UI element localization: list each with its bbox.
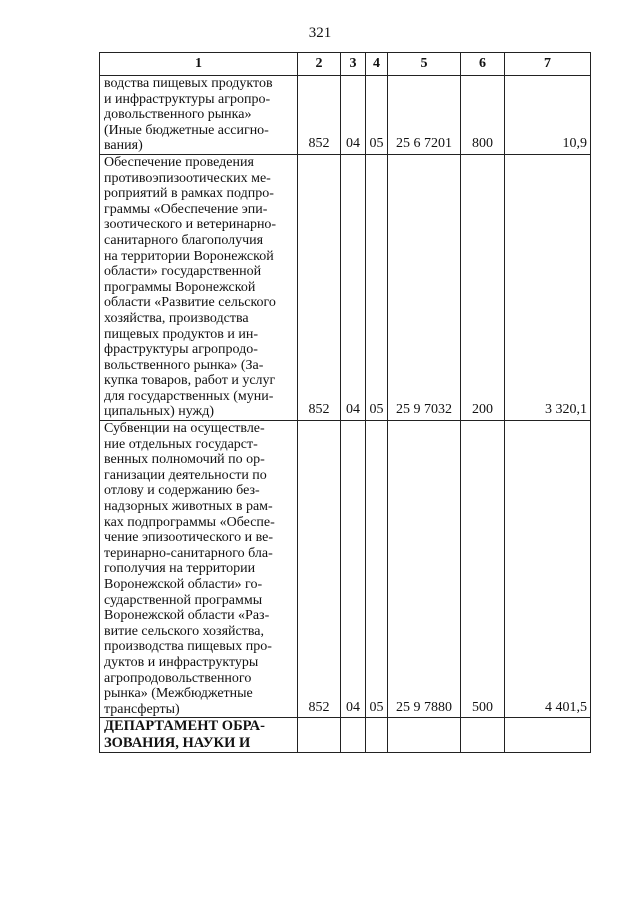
header-col-7: 7: [505, 53, 591, 76]
header-col-3: 3: [341, 53, 366, 76]
row-name-line: области «Развитие сельского: [104, 295, 276, 311]
row-name-line: рынка» (Межбюджетные: [104, 686, 253, 702]
target-article-cell: 25 9 7880: [388, 421, 461, 718]
subsection-code-cell: [366, 718, 388, 753]
row-name-line: для государственных (муни-: [104, 388, 274, 404]
expense-type-cell: [461, 718, 505, 753]
header-row: [100, 53, 591, 76]
row-name-line: противоэпизоотических ме-: [104, 170, 271, 186]
row-name-line: агропродовольственного: [104, 670, 252, 686]
target-article-cell: [388, 718, 461, 753]
target-article-cell: 25 6 7201: [388, 76, 461, 155]
row-name-line: купка товаров, работ и услуг: [104, 373, 276, 389]
table-row: [100, 154, 591, 420]
subsection-code-cell: 05: [366, 76, 388, 155]
row-name-line: Воронежской области «Раз-: [104, 608, 270, 624]
row-name-line: ние отдельных государст-: [104, 436, 258, 452]
admin-code-cell: 852: [298, 76, 341, 155]
row-name-line: хозяйства, производства: [104, 310, 249, 326]
row-name-line: ЗОВАНИЯ, НАУКИ И: [104, 735, 251, 752]
row-name-line: фраструктуры агропродо-: [104, 342, 258, 358]
row-name-line: Субвенции на осуществле-: [104, 421, 265, 437]
row-name-line: роприятий в рамках подпро-: [104, 186, 274, 202]
section-code-cell: 04: [341, 76, 366, 155]
amount-cell: 3 320,1: [505, 154, 591, 420]
table-row: [100, 421, 591, 718]
target-article-cell: 25 9 7032: [388, 154, 461, 420]
row-name-line: надзорных животных в рам-: [104, 499, 273, 515]
row-name-line: (Иные бюджетные ассигно-: [104, 122, 269, 138]
expense-type-cell: 500: [461, 421, 505, 718]
row-name-cell: [100, 154, 298, 420]
row-name-line: зоотического и ветеринарно-: [104, 217, 277, 233]
row-name-line: вания): [104, 138, 143, 154]
admin-code-cell: 852: [298, 154, 341, 420]
admin-code-cell: [298, 718, 341, 753]
admin-code-cell: 852: [298, 421, 341, 718]
row-name-line: на территории Воронежской: [104, 248, 274, 264]
row-name-line: ципальных) нужд): [104, 404, 215, 420]
row-name-line: области» государственной: [104, 264, 262, 280]
section-code-cell: [341, 718, 366, 753]
row-name-line: санитарного благополучия: [104, 232, 264, 248]
row-name-cell: [100, 421, 298, 718]
budget-table: [99, 52, 591, 753]
row-name-line: и инфраструктуры агропро-: [104, 91, 271, 107]
header-col-6: 6: [461, 53, 505, 76]
subsection-code-cell: 05: [366, 421, 388, 718]
row-name-line: ДЕПАРТАМЕНТ ОБРА-: [104, 718, 265, 735]
row-name-line: венных полномочий по ор-: [104, 452, 265, 468]
amount-cell: [505, 718, 591, 753]
section-code-cell: 04: [341, 154, 366, 420]
row-name-line: граммы «Обеспечение эпи-: [104, 201, 268, 217]
section-code-cell: 04: [341, 421, 366, 718]
department-row: [100, 718, 591, 753]
subsection-code-cell: 05: [366, 154, 388, 420]
row-name-line: пищевых продуктов и ин-: [104, 326, 259, 342]
row-name-cell: [100, 76, 298, 155]
row-name-line: витие сельского хозяйства,: [104, 623, 264, 639]
header-col-1: 1: [100, 53, 298, 76]
row-name-cell: [100, 718, 298, 753]
row-name-line: довольственного рынка»: [104, 107, 252, 123]
row-name-line: вольственного рынка» (За-: [104, 357, 264, 373]
row-name-line: программы Воронежской: [104, 279, 256, 295]
row-name-line: сударственной программы: [104, 592, 263, 608]
expense-type-cell: 800: [461, 76, 505, 155]
amount-cell: 4 401,5: [505, 421, 591, 718]
header-col-4: 4: [366, 53, 388, 76]
row-name-line: трансферты): [104, 701, 180, 717]
row-name-line: гополучия на территории: [104, 561, 256, 577]
row-name-line: чение эпизоотического и ве-: [104, 530, 274, 546]
row-name-line: водства пищевых продуктов: [104, 76, 273, 91]
amount-cell: 10,9: [505, 76, 591, 155]
row-name-line: производства пищевых про-: [104, 639, 272, 655]
row-name-line: Воронежской области» го-: [104, 577, 263, 592]
page-number: 321: [308, 25, 332, 41]
row-name-line: теринарно-санитарного бла-: [104, 545, 273, 561]
row-name-line: ганизации деятельности по: [104, 467, 267, 483]
header-col-2: 2: [298, 53, 341, 76]
row-name-line: отлову и содержанию без-: [104, 483, 260, 499]
table-row: [100, 76, 591, 155]
row-name-line: Обеспечение проведения: [104, 154, 254, 170]
row-name-line: ках подпрограммы «Обеспе-: [104, 514, 275, 530]
header-col-5: 5: [388, 53, 461, 76]
row-name-line: дуктов и инфраструктуры: [104, 654, 259, 670]
table-body: [100, 76, 591, 753]
expense-type-cell: 200: [461, 154, 505, 420]
